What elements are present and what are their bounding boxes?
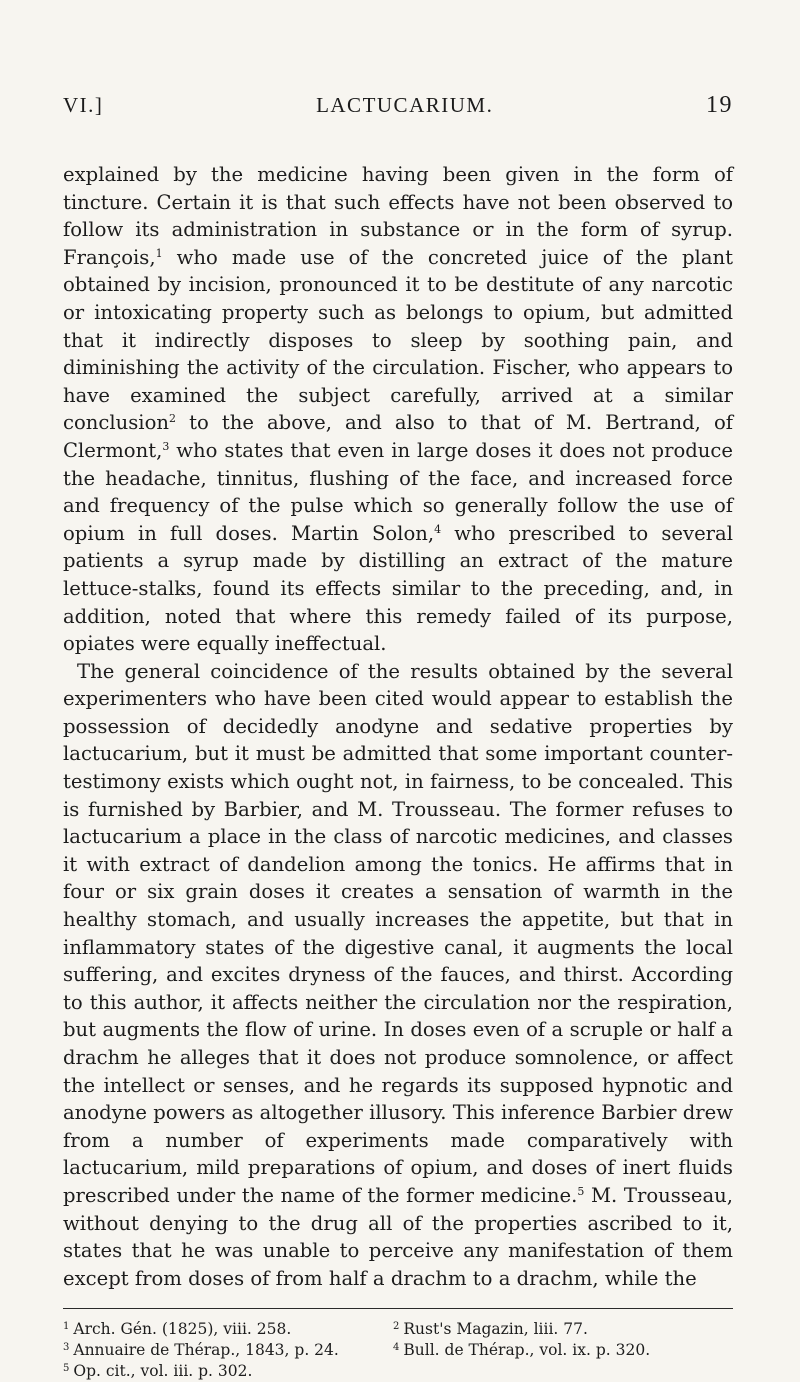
footnote-text: Annuaire de Thérap., 1843, p. 24. bbox=[73, 1341, 339, 1360]
paragraph-2 bbox=[63, 658, 733, 1293]
footnote-4 bbox=[393, 1340, 733, 1361]
footnote-3 bbox=[63, 1340, 393, 1361]
text-run: The general coincidence of the results obtained by the several experimenters who have been cited would appear to establish the possession of decidedly anodyne and sedative properties by lactucarium, but it must be admitted that some important counter-testimony exists which ought not, in fairness, to be concealed. This is furnished by Barbier, and M. Trousseau. The former refuses to lactucarium a place in the class of narcotic medicines, and classes it with extract of dandelion among the tonics. He affirms that in four or six grain doses it creates a sensation of warmth in the healthy stomach, and usually increases the appetite, but that in inflammatory states of the digestive canal, it augments the local suffering, and excites dryness of the fauces, and thirst. According to this author, it affects neither the circulation nor the respiration, but augments the flow of urine. In doses even of a scruple or half a drachm he alleges that it does not produce somnolence, or affect the intellect or senses, and he regards its supposed hypnotic and anodyne powers as altogether illusory. This inference Barbier drew from a number of experiments made comparatively with lactucarium, mild preparations of opium, and doses of inert fluids prescribed under the name of the former medicine. bbox=[63, 659, 733, 1207]
footnote-mark: 3 bbox=[63, 1342, 70, 1354]
footnote-text: Bull. de Thérap., vol. ix. p. 320. bbox=[403, 1341, 651, 1360]
text-run: to the above, and also to that of M. Bertrand, of Clermont, bbox=[63, 411, 733, 462]
footnotes bbox=[63, 1319, 733, 1382]
footnote-ref-4: 4 bbox=[434, 522, 442, 536]
footnote-text: Op. cit., vol. iii. p. 302. bbox=[73, 1362, 253, 1381]
text-run: who made use of the concreted juice of the plant obtained by incision, pronounced it to be destitute of any narcotic or intoxicating property such as belongs to opium, but admitted that it indirectly disposes to sleep by soothing pain, and diminishing the activity of the circulation. Fischer, who appears to have examined the subject carefully, arrived at a similar conclusion bbox=[63, 245, 733, 435]
book-page bbox=[63, 92, 733, 1382]
text-run: explained by the medicine having been given in the form of tincture. Certain it is that such effects have not been observed to follow its administration in substance or in the form of syrup. François, bbox=[63, 163, 733, 269]
body-text bbox=[63, 161, 733, 1292]
footnote-mark: 4 bbox=[393, 1342, 400, 1354]
text-run: who states that even in large doses it does not produce the headache, tinnitus, flushing of the face, and increased force and frequency of the pulse which so generally follow the use of opium in full doses. Martin Solon, bbox=[63, 438, 733, 545]
footnote-mark: 5 bbox=[63, 1363, 70, 1375]
footnote-mark: 2 bbox=[393, 1321, 400, 1333]
running-title: LACTUCARIUM. bbox=[316, 93, 494, 117]
running-header bbox=[63, 92, 733, 119]
paragraph-1 bbox=[63, 161, 733, 658]
footnote-ref-1: 1 bbox=[155, 246, 163, 260]
footnote-ref-2: 2 bbox=[169, 412, 176, 426]
text-run: who prescribed to several patients a syrup made by distilling an extract of the mature lettuce-stalks, found its effects similar to the preceding, and, in addition, noted that where this remedy failed of its purpose, opiates were equally ineffectual. bbox=[63, 521, 734, 656]
footnote-2 bbox=[393, 1319, 733, 1340]
footnote-ref-3: 3 bbox=[162, 439, 170, 453]
footnote-divider bbox=[63, 1308, 733, 1309]
footnote-5 bbox=[63, 1361, 393, 1382]
chapter-number: VI.] bbox=[63, 93, 104, 117]
text-run: M. Trousseau, without denying to the drug all of the properties ascribed to it, states that he was unable to perceive any manifestation of them except from doses of from half a drachm to a drachm, while the bbox=[63, 1183, 734, 1290]
footnote-text: Rust's Magazin, liii. 77. bbox=[403, 1320, 588, 1339]
footnote-mark: 1 bbox=[63, 1321, 70, 1333]
footnote-ref-5: 5 bbox=[577, 1184, 585, 1198]
page-number: 19 bbox=[705, 92, 733, 118]
footnote-text: Arch. Gén. (1825), viii. 258. bbox=[73, 1320, 292, 1339]
footnote-1 bbox=[63, 1319, 393, 1340]
